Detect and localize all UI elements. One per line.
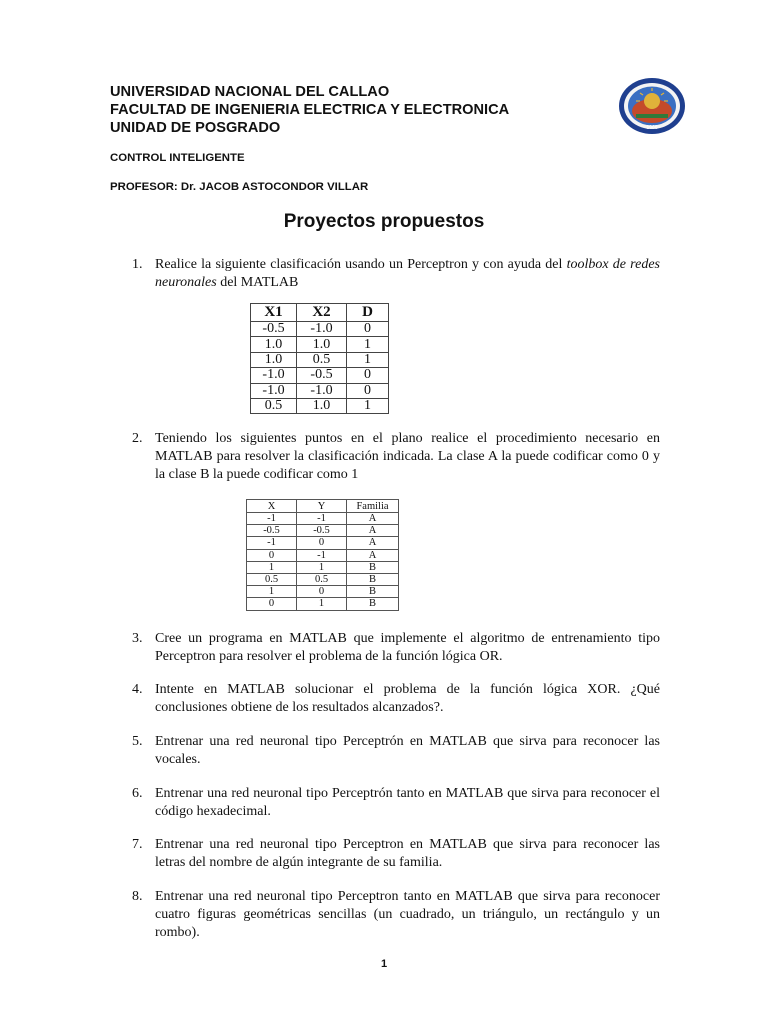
table-cell: 1 xyxy=(247,586,297,598)
item-number: 5. xyxy=(132,734,143,749)
item-text: Entrenar una red neuronal tipo Perceptron tanto en MATLAB que sirva para reconocer cuatro figuras geométricas sencillas (un cuadrado, un triángulo, un rectángulo y un rombo). xyxy=(155,889,660,940)
table-cell: 0.5 xyxy=(247,573,297,585)
table-cell: A xyxy=(347,549,399,561)
list-item-3 xyxy=(132,630,660,666)
item-number: 3. xyxy=(132,631,143,646)
table-cell: B xyxy=(347,573,399,585)
course-name: CONTROL INTELIGENTE xyxy=(110,152,245,164)
list-item-2 xyxy=(132,430,660,484)
table-cell: B xyxy=(347,561,399,573)
table-cell: B xyxy=(347,586,399,598)
unit-name: UNIDAD DE POSGRADO xyxy=(110,120,281,136)
item-number: 7. xyxy=(132,837,143,852)
table-cell: -0.5 xyxy=(251,322,297,337)
table-row xyxy=(247,537,399,549)
list-item-4 xyxy=(132,681,660,717)
table-cell: 1.0 xyxy=(251,337,297,352)
table-row xyxy=(247,549,399,561)
item-number: 6. xyxy=(132,786,143,801)
faculty-name: FACULTAD DE INGENIERIA ELECTRICA Y ELECTRONICA xyxy=(110,102,510,118)
item-number: 2. xyxy=(132,431,143,446)
table-cell: 1 xyxy=(347,337,389,352)
table-cell: -1 xyxy=(247,513,297,525)
table-cell: -1 xyxy=(297,513,347,525)
item-text-emphasis: toolbox de redes neuronales xyxy=(155,257,660,290)
table-cell: 1.0 xyxy=(297,337,347,352)
table-row xyxy=(247,598,399,610)
table-cell: -1.0 xyxy=(297,383,347,398)
table-cell: 0 xyxy=(297,586,347,598)
table-row xyxy=(251,398,389,413)
table-cell: -1.0 xyxy=(297,322,347,337)
item-number: 1. xyxy=(132,257,143,272)
table-cell: 1 xyxy=(247,561,297,573)
table-header-cell: X xyxy=(247,500,297,513)
list-item-5 xyxy=(132,733,660,769)
item-text-part: del MATLAB xyxy=(216,275,299,290)
table-cell: 0 xyxy=(347,322,389,337)
table-cell: -0.5 xyxy=(297,368,347,383)
table-cell: 0.5 xyxy=(251,398,297,413)
table-cell: -1 xyxy=(297,549,347,561)
table-cell: 1.0 xyxy=(297,398,347,413)
table-cell: 1 xyxy=(347,398,389,413)
table-cell: 0 xyxy=(347,368,389,383)
classification-table-1 xyxy=(250,303,389,414)
item-text xyxy=(155,256,660,292)
item-text: Entrenar una red neuronal tipo Perceptrón tanto en MATLAB que sirva para reconocer el código hexadecimal. xyxy=(155,786,660,819)
table-cell: 1 xyxy=(297,561,347,573)
table-row xyxy=(247,586,399,598)
table-header-row xyxy=(251,304,389,322)
table-header-row xyxy=(247,500,399,513)
list-item-1 xyxy=(132,256,660,292)
table-cell: B xyxy=(347,598,399,610)
table-header-cell: Y xyxy=(297,500,347,513)
table-cell: 0 xyxy=(247,549,297,561)
table-cell: 0 xyxy=(247,598,297,610)
table-cell: 1 xyxy=(347,352,389,367)
table-cell: 0.5 xyxy=(297,573,347,585)
list-item-8 xyxy=(132,888,660,942)
table-row xyxy=(247,573,399,585)
table-row xyxy=(247,561,399,573)
table-cell: -0.5 xyxy=(247,525,297,537)
table-row xyxy=(247,513,399,525)
table-cell: -0.5 xyxy=(297,525,347,537)
table-cell: A xyxy=(347,513,399,525)
item-text: Entrenar una red neuronal tipo Perceptrón en MATLAB que sirva para reconocer las vocales. xyxy=(155,734,660,767)
item-text: Intente en MATLAB solucionar el problema de la función lógica XOR. ¿Qué conclusiones obtiene de los resultados alcanzados?. xyxy=(155,682,660,715)
table-header-cell: X2 xyxy=(297,304,347,322)
university-name: UNIVERSIDAD NACIONAL DEL CALLAO xyxy=(110,84,390,100)
table-header-cell: X1 xyxy=(251,304,297,322)
table-row xyxy=(251,368,389,383)
table-cell: A xyxy=(347,525,399,537)
table-header-cell: D xyxy=(347,304,389,322)
table-row xyxy=(251,322,389,337)
table-cell: -1.0 xyxy=(251,383,297,398)
item-text: Entrenar una red neuronal tipo Perceptron en MATLAB que sirva para reconocer las letras del nombre de algún integrante de su familia. xyxy=(155,837,660,870)
table-row xyxy=(251,352,389,367)
seal-year: 1966 xyxy=(646,125,658,131)
table-cell: 1 xyxy=(297,598,347,610)
page-number: 1 xyxy=(380,958,388,970)
item-text: Cree un programa en MATLAB que implemente el algoritmo de entrenamiento tipo Perceptron para resolver el problema de la función lógica OR. xyxy=(155,631,660,664)
list-item-6 xyxy=(132,785,660,821)
table-cell: -1.0 xyxy=(251,368,297,383)
table-cell: 0 xyxy=(297,537,347,549)
professor-name: PROFESOR: Dr. JACOB ASTOCONDOR VILLAR xyxy=(110,181,369,193)
table-cell: 1.0 xyxy=(251,352,297,367)
table-row xyxy=(247,525,399,537)
page-title: Proyectos propuestos xyxy=(283,211,485,232)
table-cell: 0 xyxy=(347,383,389,398)
item-text: Teniendo los siguientes puntos en el plano realice el procedimiento necesario en MATLAB para resolver la clasificación indicada. La clase A la puede codificar como 0 y la clase B la puede codificar como 1 xyxy=(155,431,660,482)
item-number: 8. xyxy=(132,889,143,904)
table-row xyxy=(251,383,389,398)
document-header xyxy=(110,83,509,137)
classification-table-2 xyxy=(246,499,399,611)
table-header-cell: Familia xyxy=(347,500,399,513)
table-row xyxy=(251,337,389,352)
table-cell: A xyxy=(347,537,399,549)
table-cell: 0.5 xyxy=(297,352,347,367)
table-cell: -1 xyxy=(247,537,297,549)
item-number: 4. xyxy=(132,682,143,697)
university-seal-logo xyxy=(618,77,686,135)
list-item-7 xyxy=(132,836,660,872)
item-text-part: Realice la siguiente clasificación usando un Perceptron y con ayuda del xyxy=(155,257,567,272)
